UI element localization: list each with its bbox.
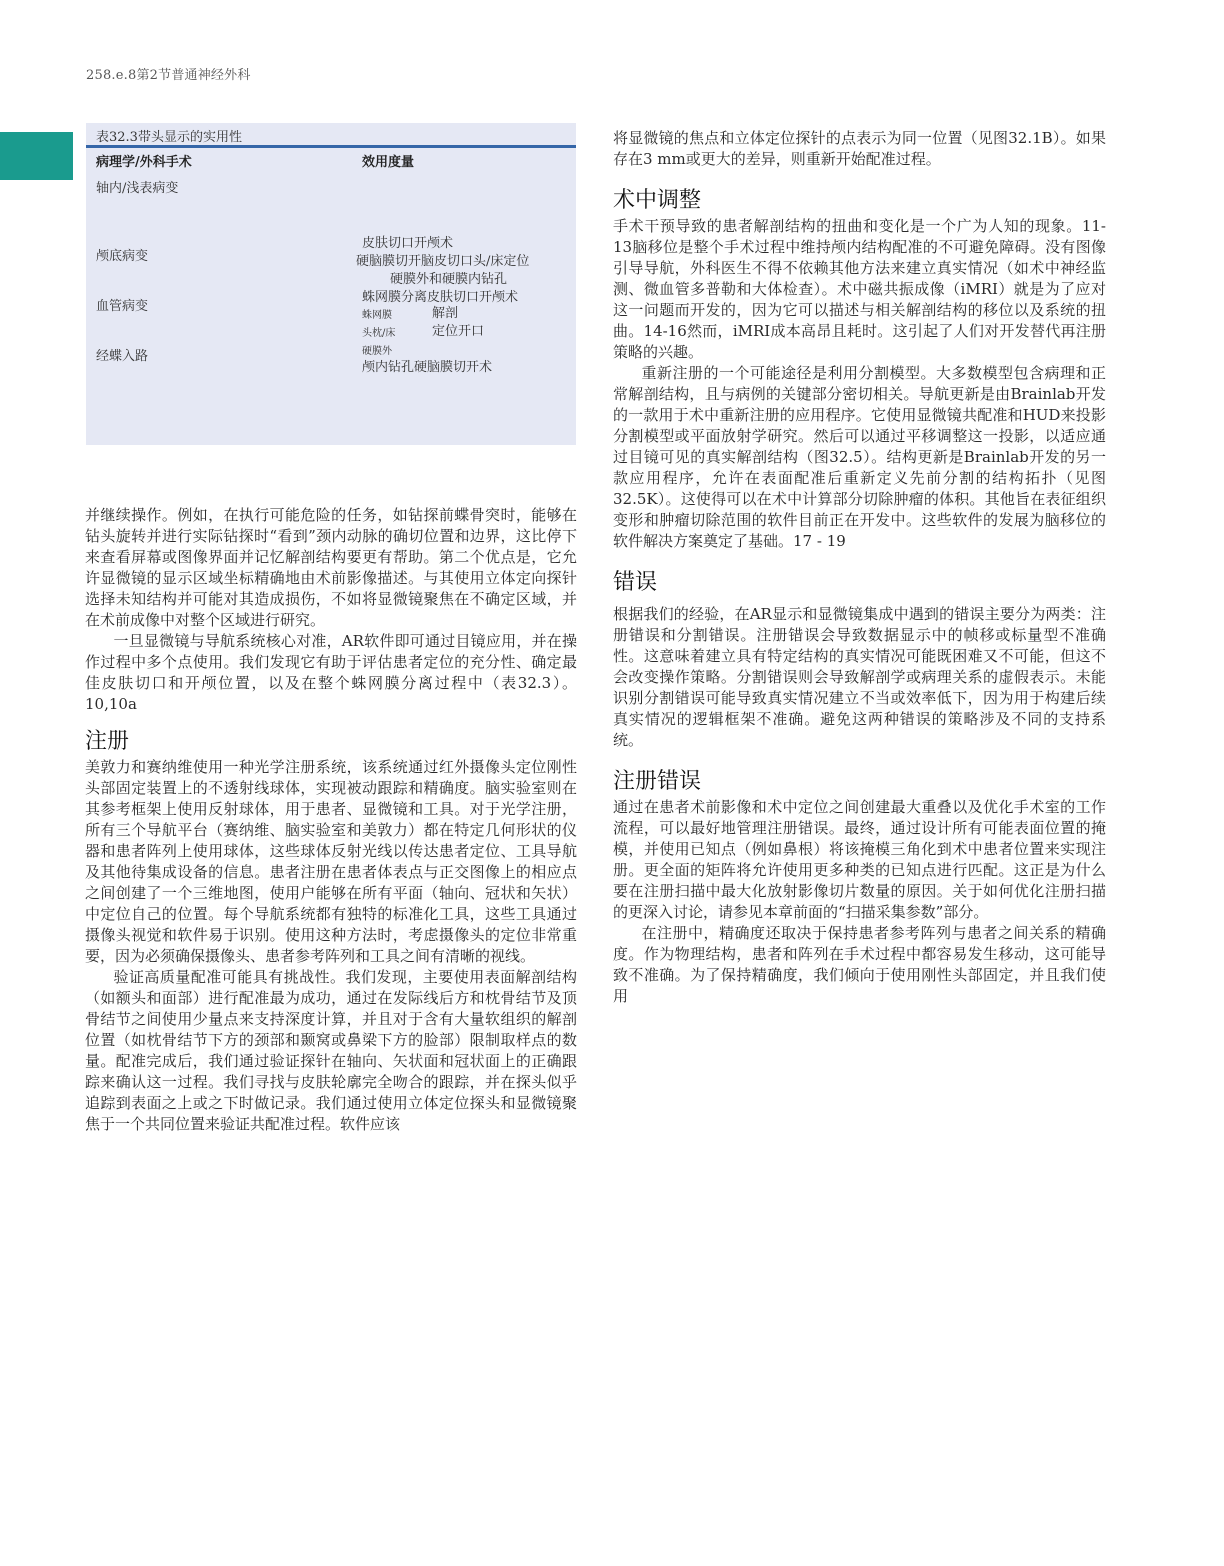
section-heading-intraop: 术中调整 [613,188,702,213]
table-row-label: 血管病变 [96,299,149,314]
running-head: 258.e.8第2节普通神经外科 [86,68,251,83]
paragraph: 美敦力和赛纳维使用一种光学注册系统，该系统通过红外摄像头定位刚性头部固定装置上的不透射线球体，实现被动跟踪和精确度。脑实验室则在其参考框架上使用反射球体，用于患者、显微镜和工具。对于光学注册，所有三个导航平台（赛纳维、脑实验室和美敦力）都在特定几何形状的仪器和患者阵列上使用球体，这些球体反射光线以传达患者定位、工具导航及其他待集成设备的信息。患者注册在患者体表点与正交图像上的相应点之间创建了一个三维地图，使用户能够在所有平面（轴向、冠状和矢状）中定位自己的位置。每个导航系统都有独特的标准化工具，这些工具通过摄像头视觉和软件易于识别。使用这种方法时，考虑摄像头的定位非常重要，因为必须确保摄像头、患者参考阵列和工具之间有清晰的视线。 [85,758,577,965]
paragraph: 验证高质量配准可能具有挑战性。我们发现，主要使用表面解剖结构（如额头和面部）进行配准最为成功，通过在发际线后方和枕骨结节及顶骨结节之间使用少量点来支持深度计算，并且对于含有大量软组织的解剖位置（如枕骨结节下方的颈部和颞窝或鼻梁下方的脸部）限制取样点的数量。配准完成后，我们通过验证探针在轴向、矢状面和冠状面上的正确跟踪来确认这一过程。我们寻找与皮肤轮廓完全吻合的跟踪，并在探头似乎追踪到表面之上或之下时做记录。我们通过使用立体定位探头和显微镜聚焦于一个共同位置来验证共配准过程。软件应该 [85,968,577,1133]
paragraph: 根据我们的经验，在AR显示和显微镜集成中遇到的错误主要分为两类：注册错误和分割错误。注册错误会导致数据显示中的帧移或标量型不准确性。这意味着建立具有特定结构的真实情况可能既困难又不可能，但这不会改变操作策略。分割错误则会导致解剖学或病理关系的虚假表示。未能识别分割错误可能导致真实情况建立不当或效率低下，因为用于构建后续真实情况的逻辑框架不准确。避免这两种错误的策略涉及不同的支持系统。 [613,605,1106,749]
table-row-label: 颅底病变 [96,249,149,264]
table-32-3 [86,123,576,445]
paragraph: 手术干预导致的患者解剖结构的扭曲和变化是一个广为人知的现象。11-13脑移位是整个手术过程中维持颅内结构配准的不可避免障碍。没有图像引导导航，外科医生不得不依赖其他方法来建立真实情况（如术中神经监测、微血管多普勒和大体检查）。术中磁共振成像（iMRI）就是为了应对这一问题而开发的，因为它可以描述与相关解剖结构的移位以及系统的扭曲。14-16然而，iMRI成本高昂且耗时。这引起了人们对开发替代再注册策略的兴趣。 [613,217,1106,361]
table-utility-entry: 硬脑膜切开脑皮切口头/床定位 [356,254,530,269]
paragraph: 并继续操作。例如，在执行可能危险的任务，如钻探前蝶骨突时，能够在钻头旋转并进行实际钻探时“看到”颈内动脉的确切位置和边界，这比停下来查看屏幕或图像界面并记忆解剖结构要更有帮助。第二个优点是，它允许显微镜的显示区域坐标精确地由术前影像描述。与其使用立体定向探针选择未知结构并可能对其造成损伤，不如将显微镜聚焦在不确定区域，并在术前成像中对整个区域进行研究。 [85,506,577,629]
right-column [613,128,1106,1007]
table-utility-entry: 蛛网膜 [362,310,392,321]
chapter-tab [0,132,73,180]
table-header-pathology: 病理学/外科手术 [96,155,192,170]
table-utility-entry: 头枕/床 [362,328,396,339]
paragraph: 在注册中，精确度还取决于保持患者参考阵列与患者之间关系的精确度。作为物理结构，患者和阵列在手术过程中都容易发生移动，这可能导致不准确。为了保持精确度，我们倾向于使用刚性头部固定，并且我们使用 [613,924,1106,1005]
paragraph: 重新注册的一个可能途径是利用分割模型。大多数模型包含病理和正常解剖结构，且与病例的关键部分密切相关。导航更新是由Brainlab开发的一款用于术中重新注册的应用程序。它使用显微镜共配准和HUD来投影分割模型或平面放射学研究。然后可以通过平移调整这一投影，以适应通过目镜可见的真实解剖结构（图32.5）。结构更新是Brainlab开发的另一款应用程序，允许在表面配准后重新定义先前分割的结构拓扑（见图32.5K）。这使得可以在术中计算部分切除肿瘤的体积。其他旨在表征组织变形和肿瘤切除范围的软件目前正在开发中。这些软件的发展为脑移位的软件解决方案奠定了基础。17 - 19 [613,364,1106,550]
table-header-utility: 效用度量 [362,155,415,170]
table-caption: 表32.3带头显示的实用性 [96,130,242,145]
table-utility-entry: 蛛网膜分离皮肤切口开颅术 [362,290,519,305]
table-row-label: 经蝶入路 [96,349,149,364]
table-utility-entry: 硬膜外 [362,346,392,357]
table-row-label: 轴内/浅表病变 [96,181,179,196]
table-header-rule [86,145,576,148]
paragraph: 将显微镜的焦点和立体定位探针的点表示为同一位置（见图32.1B）。如果存在3 mm或更大的差异，则重新开始配准过程。 [613,129,1106,168]
section-heading-errors: 错误 [613,570,658,595]
table-utility-entry: 颅内钻孔硬脑膜切开术 [362,360,493,375]
left-column [85,505,577,1135]
table-utility-entry: 皮肤切口开颅术 [362,236,454,251]
table-utility-entry: 硬膜外和硬膜内钻孔 [390,272,508,287]
section-heading-registration: 注册 [85,729,130,754]
paragraph: 通过在患者术前影像和术中定位之间创建最大重叠以及优化手术室的工作流程，可以最好地管理注册错误。最终，通过设计所有可能表面位置的掩模，并使用已知点（例如鼻根）将该掩模三角化到术中患者位置来实现注册。更全面的矩阵将允许使用更多种类的已知点进行匹配。这正是为什么要在注册扫描中最大化放射影像切片数量的原因。关于如何优化注册扫描的更深入讨论，请参见本章前面的“扫描采集参数”部分。 [613,798,1106,921]
paragraph: 一旦显微镜与导航系统核心对准，AR软件即可通过目镜应用，并在操作过程中多个点使用。我们发现它有助于评估患者定位的充分性、确定最佳皮肤切口和开颅位置，以及在整个蛛网膜分离过程中（表32.3）。10,10a [85,632,577,713]
table-utility-entry: 定位开口 [432,324,485,339]
table-utility-entry: 解剖 [432,306,459,321]
section-heading-registration-errors: 注册错误 [613,769,702,794]
